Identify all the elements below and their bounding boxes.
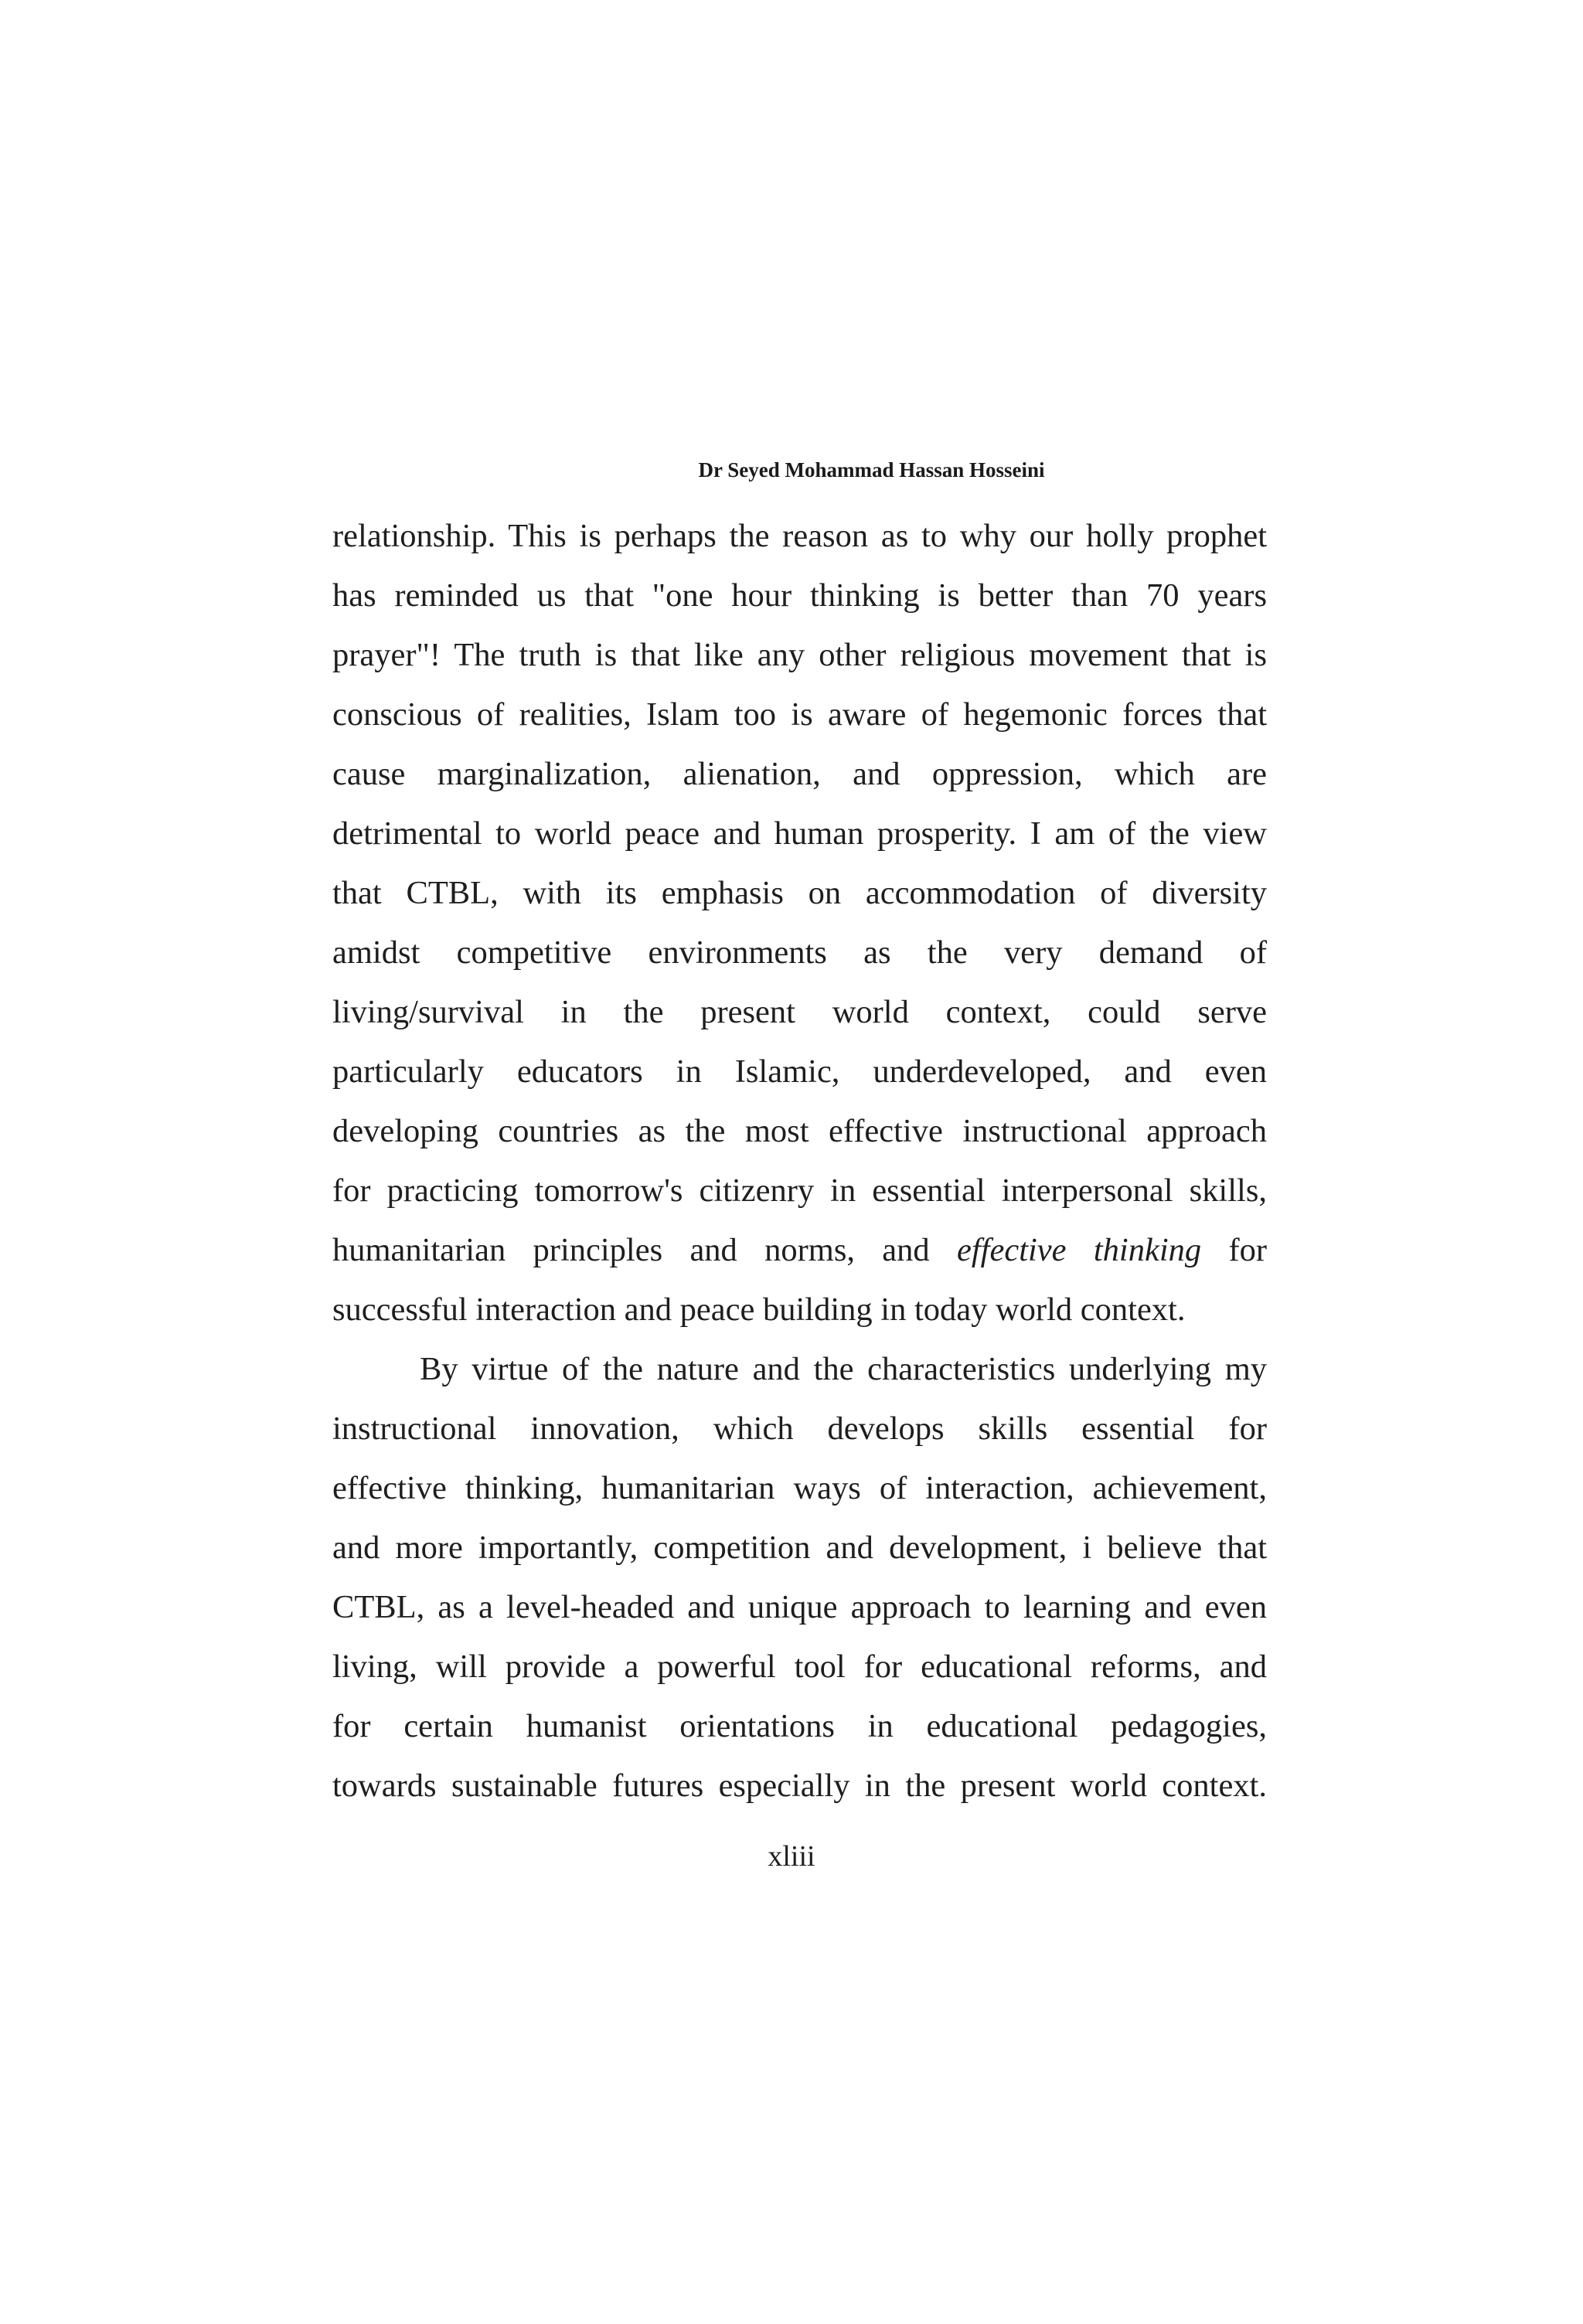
page-number: xliii — [768, 1840, 815, 1873]
paragraph-2-line: and more importantly, competition and development, i believe that — [332, 1529, 1267, 1566]
paragraph-2-line: for certain humanist orientations in educational pedagogies, — [332, 1708, 1267, 1744]
paragraph-1-line: conscious of realities, Islam too is aware of hegemonic forces that — [332, 696, 1267, 733]
paragraph-2-line: effective thinking, humanitarian ways of interaction, achievement, — [332, 1470, 1267, 1506]
paragraph-1-line: particularly educators in Islamic, underdeveloped, and even — [332, 1053, 1267, 1090]
paragraph-1-last-line: successful interaction and peace building in today world context. — [332, 1291, 1186, 1328]
paragraph-1-line: living/survival in the present world context, could serve — [332, 994, 1267, 1030]
paragraph-1-line: has reminded us that "one hour thinking is better than 70 years — [332, 577, 1267, 614]
paragraph-2-line: living, will provide a powerful tool for educational reforms, and — [332, 1649, 1267, 1685]
running-head-author: Dr Seyed Mohammad Hassan Hosseini — [698, 458, 1045, 481]
paragraph-1-line: for practicing tomorrow's citizenry in essential interpersonal skills, — [332, 1172, 1267, 1209]
paragraph-2-first-line: By virtue of the nature and the characteristics underlying my — [420, 1351, 1267, 1387]
paragraph-2-line: towards sustainable futures especially in the present world context. — [332, 1768, 1267, 1804]
paragraph-1-line: developing countries as the most effective instructional approach — [332, 1113, 1267, 1149]
line-text-after-italic: for — [1228, 1232, 1267, 1268]
paragraph-2-line: CTBL, as a level-headed and unique approach to learning and even — [332, 1589, 1267, 1625]
paragraph-2-line: instructional innovation, which develops skills essential for — [332, 1410, 1267, 1447]
paragraph-1-line: prayer"! The truth is that like any other religious movement that is — [332, 637, 1267, 673]
paragraph-1-line: relationship. This is perhaps the reason as to why our holly prophet — [332, 518, 1267, 554]
line-text-before-italic: humanitarian principles and norms, and — [332, 1232, 930, 1268]
paragraph-1-line: amidst competitive environments as the very demand of — [332, 934, 1267, 971]
paragraph-1-line: detrimental to world peace and human prosperity. I am of the view — [332, 815, 1267, 852]
paragraph-1-line-with-italic — [332, 1220, 1267, 1280]
italic-phrase: effective thinking — [956, 1232, 1202, 1268]
paragraph-1-line: that CTBL, with its emphasis on accommodation of diversity — [332, 875, 1267, 911]
paragraph-1-line: cause marginalization, alienation, and oppression, which are — [332, 756, 1267, 792]
body-text — [332, 506, 1267, 1815]
